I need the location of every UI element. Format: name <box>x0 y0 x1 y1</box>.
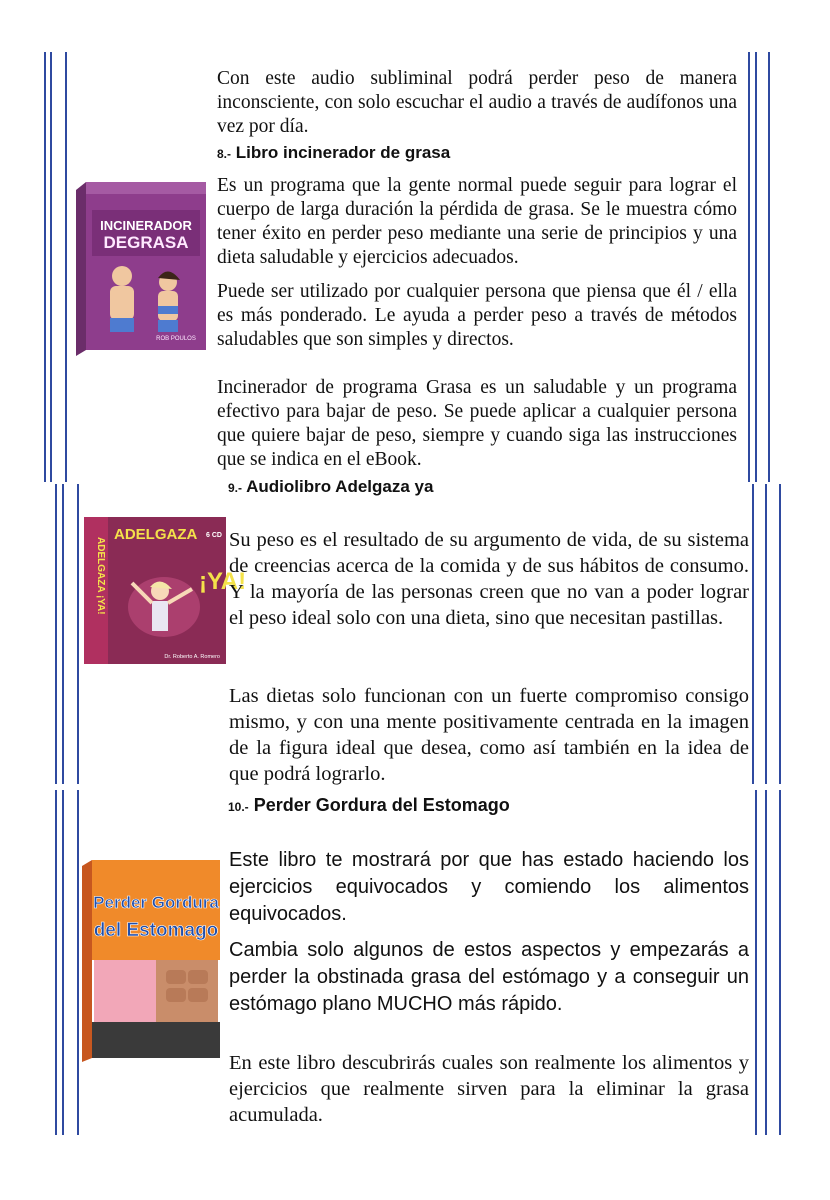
perder-cover-line1: Perder Gordura <box>93 893 219 912</box>
adelgaza-cover-line1: ADELGAZA <box>114 526 198 543</box>
section-8-paragraph-1: Es un programa que la gente normal puede seguir para lograr el cuerpo de larga duración la pérdida de grasa. Se le muestra cómo tener éxito en perder peso mediante una serie de principios y una dieta saludable y ejercicios adecuados. <box>217 175 737 268</box>
adelgaza-cover-side: ADELGAZA ¡YA! <box>95 537 106 615</box>
border-line <box>748 52 750 482</box>
adelgaza-cover-line2: ¡YA! <box>199 568 247 595</box>
perder-cover-line2: del Estomago <box>93 920 219 941</box>
section-8-heading <box>217 143 450 163</box>
border-line <box>765 790 767 1135</box>
border-line <box>44 52 46 482</box>
incinerador-cover-author: ROB POULOS <box>156 336 196 342</box>
section-10-number: 10.- <box>228 800 249 814</box>
incinerador-book-cover <box>70 180 210 358</box>
border-line <box>62 484 64 784</box>
section-10-paragraph-1: Este libro te mostrará por que has estado haciendo los ejercicios equivocados y comiendo los alimentos equivocados. <box>229 849 749 925</box>
incinerador-cover-line1: INCINERADOR <box>100 218 192 233</box>
border-line <box>77 790 79 1135</box>
section-10-paragraph-2: Cambia solo algunos de estos aspectos y empezarás a perder la obstinada grasa del estómago y a conseguir un estómago plano MUCHO más rápido. <box>229 939 749 1015</box>
border-line <box>779 484 781 784</box>
section-10-title: Perder Gordura del Estomago <box>253 795 510 815</box>
section-8-paragraph-3: Incinerador de programa Grasa es un saludable y un programa efectivo para bajar de peso. Se puede aplicar a cualquier persona que quiere bajar de peso, siempre y cuando siga las instrucciones que se indica en el eBook. <box>217 377 737 470</box>
intro-paragraph: Con este audio subliminal podrá perder peso de manera inconsciente, con solo escuchar el audio a través de audífonos una vez por día. <box>217 68 737 137</box>
section-8-title: Libro incinerador de grasa <box>235 143 451 162</box>
section-9-number: 9.- <box>228 481 243 495</box>
adelgaza-cover-author: Dr. Roberto A. Romero <box>164 654 220 660</box>
section-9-title: Audiolibro Adelgaza ya <box>246 477 434 496</box>
border-line <box>752 484 754 784</box>
perder-gordura-cover <box>80 858 224 1064</box>
border-line <box>755 52 757 482</box>
border-line <box>65 52 67 482</box>
border-line <box>50 52 52 482</box>
section-9-heading <box>228 477 433 497</box>
border-line <box>755 790 757 1135</box>
section-9-paragraph-1: Su peso es el resultado de su argumento de vida, de su sistema de creencias acerca de la comida y de sus hábitos de consumo. Y la mayoría de las personas creen que no van a poder lograr el peso ideal solo con una dieta, sino que necesitan pastillas. <box>229 529 749 629</box>
section-8-number: 8.- <box>217 147 232 161</box>
border-line <box>62 790 64 1135</box>
incinerador-cover-line2: DEGRASA <box>103 233 189 252</box>
section-10-heading <box>228 795 510 816</box>
adelgaza-ya-cover <box>84 517 247 664</box>
border-line <box>779 790 781 1135</box>
border-line <box>55 790 57 1135</box>
border-line <box>77 484 79 784</box>
section-8-paragraph-2: Puede ser utilizado por cualquier persona que piensa que él / ella es más ponderado. Le ayuda a perder peso a través de métodos saludables que son simples y directos. <box>217 281 737 350</box>
section-10-paragraph-3: En este libro descubrirás cuales son realmente los alimentos y ejercicios que realmente sirven para la eliminar la grasa acumulada. <box>229 1052 749 1126</box>
adelgaza-cover-cd: 6 CD <box>206 532 222 539</box>
border-line <box>768 52 770 482</box>
section-9-paragraph-2: Las dietas solo funcionan con un fuerte compromiso consigo mismo, y con una mente positivamente centrada en la imagen de la figura ideal que desea, como así también en la idea de que podrá lograrlo. <box>229 685 749 785</box>
border-line <box>55 484 57 784</box>
border-line <box>765 484 767 784</box>
